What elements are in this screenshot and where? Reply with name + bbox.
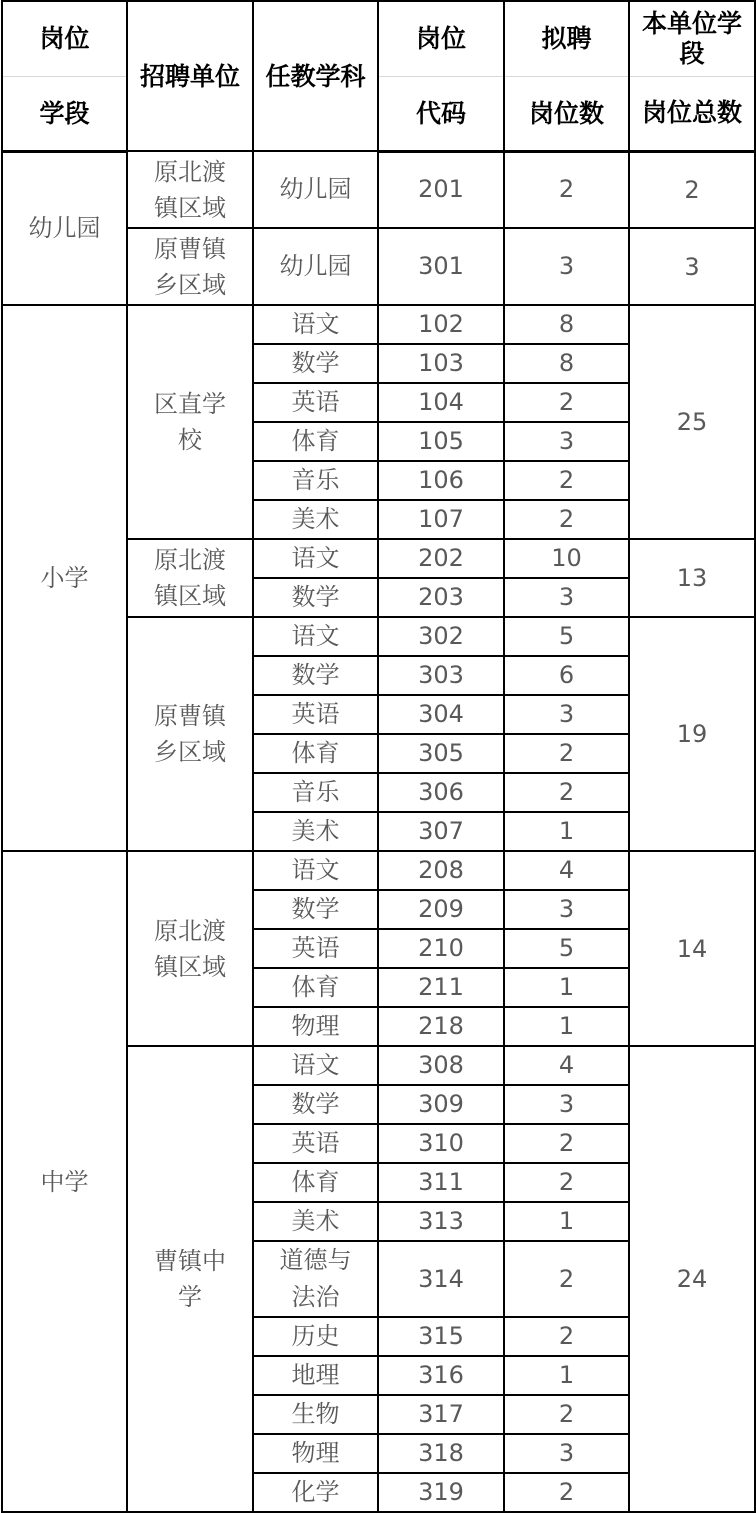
count-cell: 2 (504, 1473, 629, 1512)
count-cell: 2 (504, 1395, 629, 1434)
unit-cell: 原曹镇乡区域 (127, 617, 253, 851)
subject-cell: 音乐 (253, 461, 378, 500)
code-cell: 201 (378, 151, 504, 228)
code-cell: 310 (378, 1124, 504, 1163)
subject-cell: 语文 (253, 617, 378, 656)
code-cell: 313 (378, 1202, 504, 1241)
header-subject: 任教学科 (253, 1, 378, 151)
code-cell: 319 (378, 1473, 504, 1512)
count-cell: 2 (504, 1163, 629, 1202)
code-cell: 107 (378, 500, 504, 539)
unit-total-cell: 25 (629, 305, 755, 539)
recruitment-table (1, 0, 756, 1513)
count-cell: 1 (504, 968, 629, 1007)
count-cell: 8 (504, 344, 629, 383)
table-row (2, 851, 755, 890)
subject-cell: 历史 (253, 1317, 378, 1356)
count-cell: 3 (504, 1434, 629, 1473)
code-cell: 318 (378, 1434, 504, 1473)
code-cell: 303 (378, 656, 504, 695)
subject-cell: 语文 (253, 539, 378, 578)
subject-cell: 音乐 (253, 773, 378, 812)
subject-cell: 体育 (253, 734, 378, 773)
subject-cell: 英语 (253, 929, 378, 968)
count-cell: 4 (504, 851, 629, 890)
subject-cell: 体育 (253, 1163, 378, 1202)
count-cell: 6 (504, 656, 629, 695)
code-cell: 102 (378, 305, 504, 344)
code-cell: 210 (378, 929, 504, 968)
unit-total-cell: 2 (629, 151, 755, 228)
count-cell: 4 (504, 1046, 629, 1085)
code-cell: 315 (378, 1317, 504, 1356)
subject-cell: 化学 (253, 1473, 378, 1512)
unit-cell: 原曹镇乡区域 (127, 228, 253, 305)
subject-cell: 数学 (253, 890, 378, 929)
count-cell: 2 (504, 1241, 629, 1317)
subject-cell: 美术 (253, 1202, 378, 1241)
unit-cell: 原北渡镇区域 (127, 851, 253, 1046)
table-row (2, 151, 755, 228)
subject-cell: 物理 (253, 1007, 378, 1046)
count-cell: 3 (504, 422, 629, 461)
code-cell: 309 (378, 1085, 504, 1124)
count-cell: 3 (504, 228, 629, 305)
subject-cell: 数学 (253, 1085, 378, 1124)
header-total-bottom: 岗位总数 (629, 76, 755, 151)
count-cell: 2 (504, 773, 629, 812)
code-cell: 103 (378, 344, 504, 383)
code-cell: 105 (378, 422, 504, 461)
count-cell: 2 (504, 383, 629, 422)
unit-total-cell: 3 (629, 228, 755, 305)
code-cell: 317 (378, 1395, 504, 1434)
code-cell: 208 (378, 851, 504, 890)
level-cell: 幼儿园 (2, 151, 127, 305)
subject-cell: 语文 (253, 1046, 378, 1085)
header-code-bottom: 代码 (378, 76, 504, 151)
unit-total-cell: 19 (629, 617, 755, 851)
code-cell: 305 (378, 734, 504, 773)
unit-cell: 区直学校 (127, 305, 253, 539)
count-cell: 5 (504, 929, 629, 968)
subject-cell: 幼儿园 (253, 228, 378, 305)
header-level-bottom: 学段 (2, 76, 127, 151)
subject-cell: 道德与法治 (253, 1241, 378, 1317)
subject-cell: 英语 (253, 383, 378, 422)
count-cell: 2 (504, 1317, 629, 1356)
subject-cell: 数学 (253, 344, 378, 383)
subject-cell: 数学 (253, 578, 378, 617)
count-cell: 1 (504, 1202, 629, 1241)
count-cell: 3 (504, 890, 629, 929)
unit-cell: 原北渡镇区域 (127, 539, 253, 617)
subject-cell: 数学 (253, 656, 378, 695)
count-cell: 5 (504, 617, 629, 656)
header-total-top: 本单位学段 (629, 1, 755, 76)
subject-cell: 美术 (253, 812, 378, 851)
subject-cell: 美术 (253, 500, 378, 539)
count-cell: 3 (504, 695, 629, 734)
code-cell: 203 (378, 578, 504, 617)
subject-cell: 生物 (253, 1395, 378, 1434)
code-cell: 211 (378, 968, 504, 1007)
count-cell: 1 (504, 1007, 629, 1046)
unit-total-cell: 14 (629, 851, 755, 1046)
unit-cell: 曹镇中学 (127, 1046, 253, 1512)
level-cell: 中学 (2, 851, 127, 1512)
subject-cell: 英语 (253, 695, 378, 734)
subject-cell: 语文 (253, 305, 378, 344)
code-cell: 314 (378, 1241, 504, 1317)
count-cell: 3 (504, 578, 629, 617)
code-cell: 209 (378, 890, 504, 929)
unit-cell: 原北渡镇区域 (127, 151, 253, 228)
count-cell: 2 (504, 1124, 629, 1163)
code-cell: 202 (378, 539, 504, 578)
code-cell: 307 (378, 812, 504, 851)
subject-cell: 体育 (253, 422, 378, 461)
subject-cell: 英语 (253, 1124, 378, 1163)
count-cell: 3 (504, 1085, 629, 1124)
count-cell: 1 (504, 812, 629, 851)
subject-cell: 语文 (253, 851, 378, 890)
code-cell: 104 (378, 383, 504, 422)
table-row (2, 305, 755, 344)
level-cell: 小学 (2, 305, 127, 851)
unit-total-cell: 24 (629, 1046, 755, 1512)
subject-cell: 地理 (253, 1356, 378, 1395)
count-cell: 10 (504, 539, 629, 578)
code-cell: 106 (378, 461, 504, 500)
unit-total-cell: 13 (629, 539, 755, 617)
code-cell: 301 (378, 228, 504, 305)
count-cell: 1 (504, 1356, 629, 1395)
code-cell: 306 (378, 773, 504, 812)
code-cell: 316 (378, 1356, 504, 1395)
subject-cell: 物理 (253, 1434, 378, 1473)
code-cell: 302 (378, 617, 504, 656)
count-cell: 8 (504, 305, 629, 344)
header-count-bottom: 岗位数 (504, 76, 629, 151)
subject-cell: 幼儿园 (253, 151, 378, 228)
header-count-top: 拟聘 (504, 1, 629, 76)
header-unit: 招聘单位 (127, 1, 253, 151)
code-cell: 304 (378, 695, 504, 734)
code-cell: 311 (378, 1163, 504, 1202)
count-cell: 2 (504, 734, 629, 773)
subject-cell: 体育 (253, 968, 378, 1007)
header-level-top: 岗位 (2, 1, 127, 76)
count-cell: 2 (504, 151, 629, 228)
header-code-top: 岗位 (378, 1, 504, 76)
count-cell: 2 (504, 500, 629, 539)
code-cell: 308 (378, 1046, 504, 1085)
count-cell: 2 (504, 461, 629, 500)
code-cell: 218 (378, 1007, 504, 1046)
